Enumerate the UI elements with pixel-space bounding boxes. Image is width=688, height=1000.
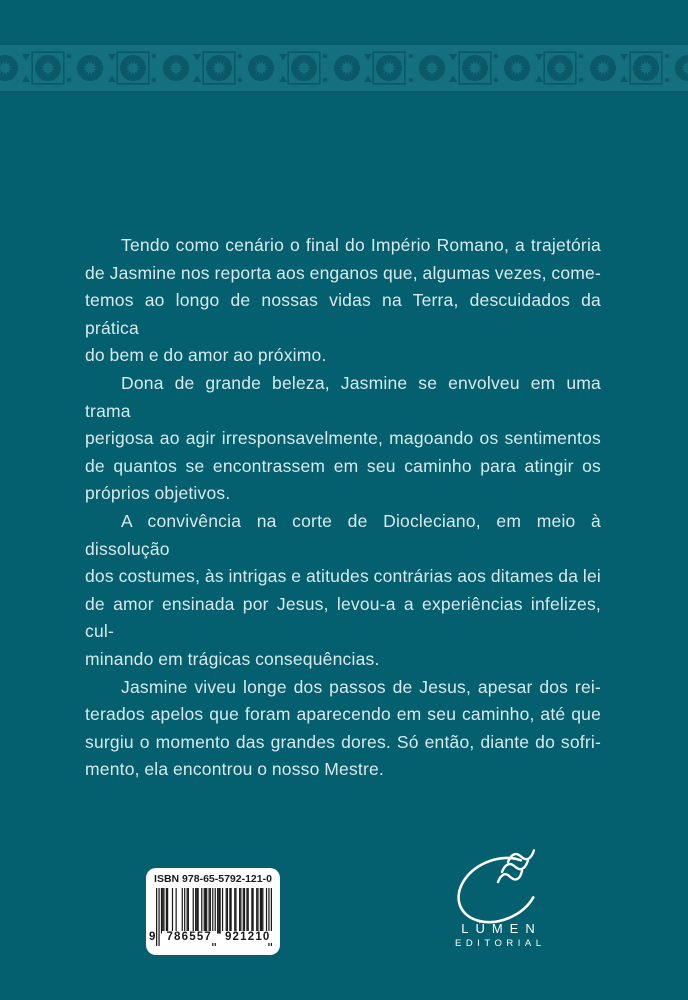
rosette-flower-icon: [456, 50, 493, 87]
publisher-logo: [428, 848, 568, 953]
rosette-flower-icon: [157, 50, 194, 87]
paragraph-line: mento, ela encontrou o nosso Mestre.: [85, 759, 384, 780]
paragraph-line: surgiu o momento das grandes dores. Só então, diante do sofri-: [85, 731, 601, 752]
rosette-flower-icon: [29, 50, 66, 87]
ean-group-2: 921210: [221, 931, 276, 943]
paragraph-line: minando em trágicas consequências.: [85, 648, 380, 669]
paragraph-line: perigosa ao agir irresponsavelmente, magoando os sentimentos: [85, 428, 601, 449]
rosette-flower-icon: [72, 50, 109, 87]
paragraph-line: Dona de grande beleza, Jasmine se envolveu em uma trama: [85, 372, 601, 421]
paragraph-line: de Jasmine nos reporta aos enganos que, algumas vezes, come-: [85, 262, 601, 283]
paragraph-line: A convivência na corte de Diocleciano, em meio à dissolução: [85, 510, 601, 559]
paragraph: [85, 508, 601, 674]
rosette-flower-icon: [499, 50, 536, 87]
paragraph-line: do bem e do amor ao próximo.: [85, 345, 327, 366]
paragraph: [85, 232, 601, 370]
rosette-flower-icon: [115, 50, 152, 87]
rosette-flower-icon: [285, 50, 322, 87]
ean-left-digit: 9: [149, 931, 157, 943]
publisher-name: LÚMEN: [461, 921, 542, 936]
paragraph-line: Jasmine viveu longe dos passos de Jesus, apesar dos rei-: [121, 676, 601, 697]
paragraph-line: de amor ensinada por Jesus, levou-a a experiências infelizes, cul-: [85, 593, 601, 642]
paragraph-line: Tendo como cenário o final do Império Romano, a trajetória: [121, 235, 601, 255]
publisher-subtitle: EDITORIAL: [455, 938, 546, 949]
rosette-flower-icon: [542, 50, 579, 87]
rosette-flower-icon: [200, 50, 237, 87]
rosette-flower-icon: [328, 50, 365, 87]
paragraph-line: próprios objetivos.: [85, 483, 231, 504]
paragraph-line: temos ao longo de nossas vidas na Terra, descuidados da prática: [85, 290, 601, 338]
synopsis-text: [85, 232, 601, 784]
paragraph: [85, 674, 601, 784]
paragraph-line: dos costumes, às intrigas e atitudes contrárias aos ditames da lei: [85, 566, 601, 587]
ean-digits: [149, 931, 277, 945]
paragraph-line: de quantos se encontrassem em seu caminho para atingir os: [85, 455, 601, 476]
rosette-flower-icon: [584, 50, 621, 87]
rosette-flower-icon: [371, 50, 408, 87]
rosette-flower-icon: [243, 50, 280, 87]
rosette-flower-icon: [670, 50, 688, 87]
isbn-label: ISBN 978-65-5792-121-0: [154, 873, 272, 885]
paragraph-line: terados apelos que foram aparecendo em seu caminho, até que: [85, 704, 601, 725]
ean-group-1: 786557: [162, 931, 217, 943]
paragraph: [85, 370, 601, 508]
rosette-flower-icon: [627, 50, 664, 87]
isbn-barcode: [146, 868, 280, 955]
ornament-band: [0, 43, 688, 93]
rosette-flower-icon: [414, 50, 451, 87]
